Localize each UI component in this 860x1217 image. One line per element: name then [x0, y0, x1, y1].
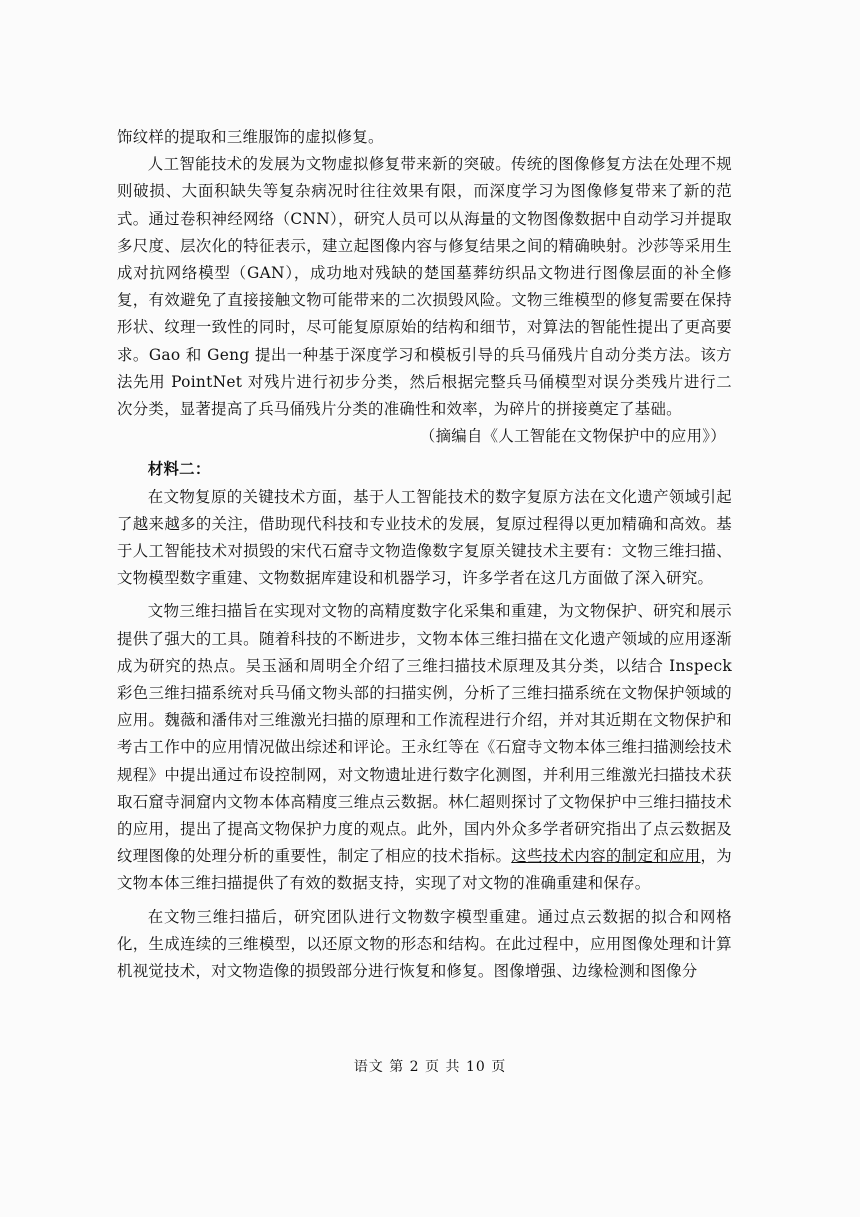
material-two-heading: 材料二：: [147, 460, 211, 479]
paragraph-key-technologies: 在文物复原的关键技术方面，基于人工智能技术的数字复原方法在文化遗产领域引起了越来越多的关注，借助现代科技和专业技术的发展，复原过程得以更加精确和高效。基于人工智能技术对损毁的宋代石窟寺文物造像数字复原关键技术主要有：文物三维扫描、文物模型数字重建、文物数据库建设和机器学习，许多学者在这几方面做了深入研究。: [117, 487, 732, 588]
paragraph-3d-scanning: [117, 598, 732, 897]
paragraph-model-reconstruction: 在文物三维扫描后，研究团队进行文物数字模型重建。通过点云数据的拟合和网格化，生成连续的三维模型，以还原文物的形态和结构。在此过程中，应用图像处理和计算机视觉技术，对文物造像的损毁部分进行恢复和修复。图像增强、边缘检测和图像分: [117, 907, 732, 981]
paragraph-ai-restoration: 人工智能技术的发展为文物虚拟修复带来新的突破。传统的图像修复方法在处理不规则破损、大面积缺失等复杂病况时往往效果有限，而深度学习为图像修复带来了新的范式。通过卷积神经网络（CNN），研究人员可以从海量的文物图像数据中自动学习并提取多尺度、层次化的特征表示，建立起图像内容与修复结果之间的精确映射。沙莎等采用生成对抗网络模型（GAN），成功地对残缺的楚国墓葬纺织品文物进行图像层面的补全修复，有效避免了直接接触文物可能带来的二次损毁风险。文物三维模型的修复需要在保持形状、纹理一致性的同时，尽可能复原原始的结构和细节，对算法的智能性提出了更高要求。Gao 和 Geng 提出一种基于深度学习和模板引导的兵马俑残片自动分类方法。该方法先用 PointNet 对残片进行初步分类，然后根据完整兵马俑模型对误分类残片进行二次分类，显著提高了兵马俑残片分类的准确性和效率，为碎片的拼接奠定了基础。: [117, 155, 732, 419]
scanning-text-end: ，为文物本体三维扫描提供了有效的数据支持，实现了对文物的准确重建和保存。: [117, 847, 732, 893]
article-body: [117, 124, 732, 985]
continued-text-line: 饰纹样的提取和三维服饰的虚拟修复。: [117, 128, 384, 146]
page-footer: 语文 第 2 页 共 10 页: [353, 1059, 507, 1075]
source-citation: （摘编自《人工智能在文物保护中的应用》）: [419, 427, 726, 446]
underlined-phrase: 这些技术内容的制定和应用: [511, 847, 701, 866]
scanning-text-start: 文物三维扫描旨在实现对文物的高精度数字化采集和重建，为文物保护、研究和展示提供了强大的工具。随着科技的不断进步，文物本体三维扫描在文化遗产领域的应用逐渐成为研究的热点。吴玉涵和周明全介绍了三维扫描技术原理及其分类，以结合 Inspeck 彩色三维扫描系统对兵马俑文物头部的扫描实例，分析了三维扫描系统在文物保护领域的应用。魏薇和潘伟对三维激光扫描的原理和工作流程进行介绍，并对其近期在文物保护和考古工作中的应用情况做出综述和评论。王永红等在《石窟寺文物本体三维扫描测绘技术规程》中提出通过布设控制网，对文物遗址进行数字化测图，并利用三维激光扫描技术获取石窟寺洞窟内文物本体高精度三维点云数据。林仁超则探讨了文物保护中三维扫描技术的应用，提出了提高文物保护力度的观点。此外，国内外众多学者研究指出了点云数据及纹理图像的处理分析的重要性，制定了相应的技术指标。: [117, 602, 732, 866]
